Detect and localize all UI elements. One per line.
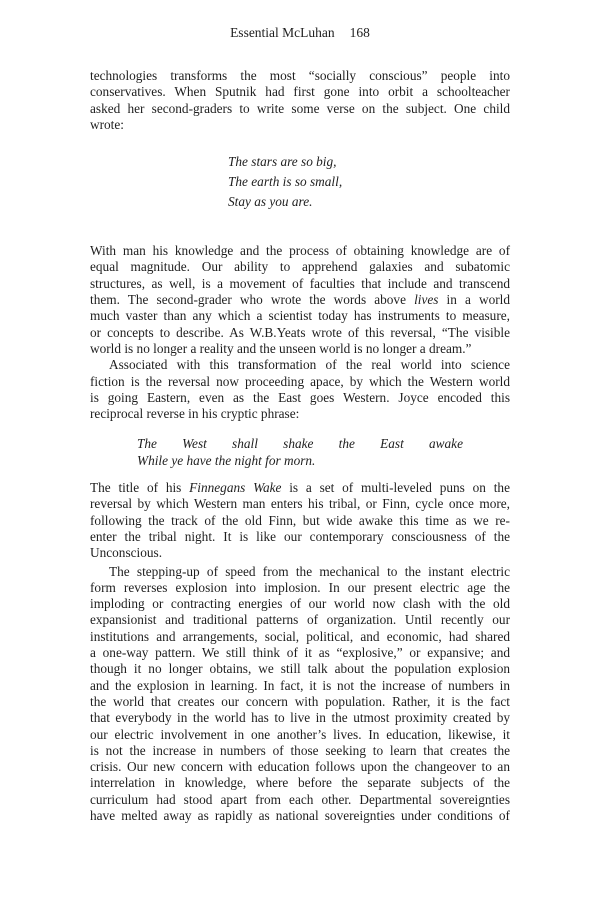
page-body bbox=[90, 68, 510, 824]
text-line: institutions and arrangements, social, political, and economic, had shared bbox=[90, 628, 510, 644]
text-line: enter the tribal night. It is like our contemporary consciousness of the bbox=[90, 528, 510, 544]
running-head-title: Essential McLuhan bbox=[230, 25, 335, 40]
text-line: the world that creates our concern with population. Rather, it is the fact bbox=[90, 693, 510, 709]
text-line: interrelation in knowledge, where before the separate subjects of the bbox=[90, 775, 510, 791]
text-line: Associated with this transformation of the real world into science bbox=[109, 357, 510, 373]
text-line: is going Eastern, even as the East goes Western. Joyce encoded this bbox=[90, 389, 510, 405]
paragraph-stepping-up bbox=[90, 564, 510, 825]
text-line: The stars are so big, bbox=[228, 154, 337, 170]
text-line: The stepping-up of speed from the mechanical to the instant electric bbox=[109, 563, 510, 579]
paragraph-continuation bbox=[90, 68, 510, 133]
text-line: is not the increase in numbers of those seeking to learn that creates the bbox=[90, 742, 510, 758]
text-line: that everybody in the world has to live in the utmost proximity created by bbox=[90, 710, 510, 726]
text-line: curriculum had stood apart from each other. Departmental sovereignties bbox=[90, 791, 510, 807]
text-line: form reverses explosion into implosion. In our present electric age the bbox=[90, 579, 510, 595]
text-line: Unconscious. bbox=[90, 545, 163, 561]
text-line: our electric involvement in one another’s lives. In education, likewise, it bbox=[90, 726, 510, 742]
text-line: technologies transforms the most “socially conscious” people into bbox=[90, 68, 510, 83]
paragraph-associated bbox=[90, 357, 510, 422]
text-line: have melted away as rapidly as national sovereignties under conditions of bbox=[90, 807, 510, 823]
text-line: and the explosion in learning. In fact, it is not the increase of numbers in bbox=[90, 677, 510, 693]
text-line: reversal by which Western man enters his tribal, or Finn, cycle once more, bbox=[90, 496, 510, 512]
text-line: world is no longer a reality and the unseen world is no longer a dream.” bbox=[90, 340, 472, 356]
text-line: The earth is so small, bbox=[228, 174, 343, 190]
text-line: equal magnitude. Our ability to apprehend galaxies and subatomic bbox=[90, 259, 510, 275]
page-number: 168 bbox=[349, 25, 370, 40]
text-line: or concepts to describe. As W.B.Yeats wrote of this reversal, “The visible bbox=[90, 324, 510, 340]
text-line: imploding or contracting energies of our world now clash with the old bbox=[90, 596, 510, 612]
text-line: crisis. Our new concern with education follows upon the changeover to an bbox=[90, 759, 510, 775]
paragraph-knowledge bbox=[90, 243, 510, 357]
paragraph-finnegans bbox=[90, 480, 510, 561]
text-line: asked her second-graders to write some verse on the subject. One child bbox=[90, 100, 510, 116]
running-head bbox=[0, 25, 600, 41]
text-line: wrote: bbox=[90, 116, 124, 132]
child-verse bbox=[90, 152, 510, 212]
text-line: With man his knowledge and the process of obtaining knowledge are of bbox=[90, 243, 510, 259]
text-line: a one-way pattern. We still think of it as “explosive,” or expansive; and bbox=[90, 645, 510, 661]
text-line: reciprocal reverse in his cryptic phrase: bbox=[90, 406, 300, 422]
text-line: conservatives. When Sputnik had first gone into orbit a schoolteacher bbox=[90, 84, 510, 100]
text-line: structures, as well, is a movement of faculties that include and transcend bbox=[90, 275, 510, 291]
text-line: following the track of the old Finn, but wide awake this time as we re- bbox=[90, 512, 510, 528]
text-line: fiction is the reversal now proceeding apace, by which the Western world bbox=[90, 373, 510, 389]
text-line: The title of his Finnegans Wake is a set of multi-leveled puns on the bbox=[90, 480, 510, 496]
text-line: The West shall shake the East awake bbox=[137, 436, 463, 452]
text-line: them. The second-grader who wrote the words above lives in a world bbox=[90, 292, 510, 308]
text-line: much vaster than any which a scientist today has instruments to measure, bbox=[90, 308, 510, 324]
text-line: Stay as you are. bbox=[228, 194, 313, 210]
joyce-quote bbox=[90, 436, 463, 469]
text-line: though it no longer obtains, we still talk about the population explosion bbox=[90, 661, 510, 677]
text-line: expansionist and traditional patterns of organization. Until recently our bbox=[90, 612, 510, 628]
text-line: While ye have the night for morn. bbox=[137, 452, 316, 468]
